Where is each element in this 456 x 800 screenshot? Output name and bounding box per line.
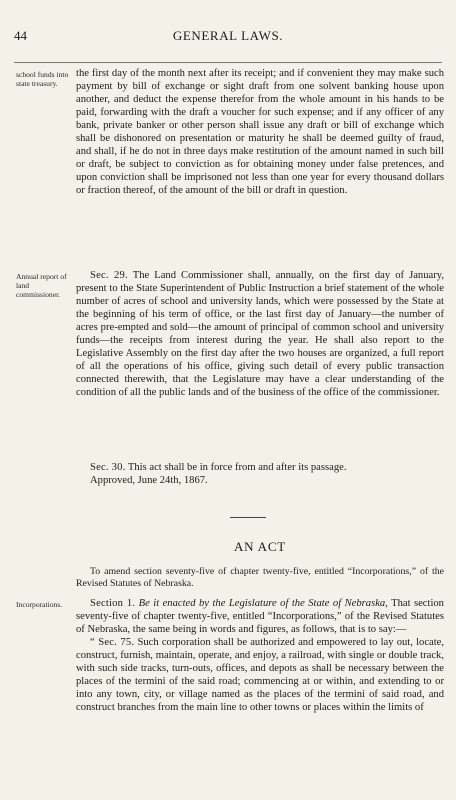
section-75-paragraph xyxy=(76,636,444,714)
margin-note-annual-report: Annual report of land commissioner. xyxy=(16,272,67,299)
section-29 xyxy=(76,269,444,399)
approved-date: Approved, June 24th, 1867. xyxy=(90,475,208,486)
paragraph-continuation xyxy=(76,67,444,197)
section-30-paragraph xyxy=(76,461,444,474)
section-75-label: “ Sec. 75. xyxy=(90,637,135,648)
section-1 xyxy=(76,597,444,714)
section-29-paragraph xyxy=(76,269,444,399)
paragraph-text: the first day of the month next after its receipt; and if convenient they may make such payment by bill of exchange or sight draft from one solvent banking house upon another, and deduct the expense therefor from the whole amount in his hands to be paid, forwarding with the draft a voucher for such expense; and if any officer of any bank, private banker or other person shall issue any draft or bill of exchange which shall be dishonored on presentation or maturity he shall be deemed guilty of fraud, and shall, if he do not in three days make restitution of the amount named in such bill or draft, be subject to conviction as for obtaining money under false pretences, and upon conviction shall be imprisoned not less than one year for every thousand dollars or fraction thereof, of the amount of the bill or draft in question. xyxy=(76,68,444,196)
enacting-clause: Be it enacted by the Legislature of the State of Nebraska, xyxy=(138,598,388,609)
section-1-label: Section 1. xyxy=(90,598,136,609)
section-29-label: Sec. 29. xyxy=(90,270,128,281)
margin-note-incorporations: Incorporations. xyxy=(16,600,63,609)
act-title: AN ACT xyxy=(233,539,287,554)
section-1-text: That section seventy-five of chapter twenty-five, entitled “Incorporations,” of the Revised Statutes of Nebraska, the same being in words and figures, as follows, that is to say:— xyxy=(76,598,444,635)
running-head: GENERAL LAWS. xyxy=(172,28,284,43)
section-30 xyxy=(76,461,444,487)
section-1-paragraph xyxy=(76,597,444,636)
header-rule xyxy=(14,62,442,63)
page-number: 44 xyxy=(14,28,27,43)
page-header xyxy=(14,28,442,44)
section-divider xyxy=(230,517,266,518)
section-30-label: Sec. 30. xyxy=(90,462,126,473)
section-30-text: This act shall be in force from and after its passage. xyxy=(127,462,347,473)
act-description: To amend section seventy-five of chapter twenty-five, entitled “Incorporations,” of the Revised Statutes of Nebraska. xyxy=(76,566,444,589)
section-29-text: The Land Commissioner shall, annually, on the first day of January, present to the State Superintendent of Public Instruction a brief statement of the whole number of acres of school and university lands, which were possessed by the State at the beginning of his term of office, or the last first day of January—the number of acres pre-empted and sold—the amount of principal of common school and university funds—the receipts from interest during the year. He shall also report to the Legislative Assembly on the first day after the two houses are organized, a full report of all the operations of his office, giving such detail of every public transaction connected therewith, that the Legislature may have a clear understanding of the condition of all the public lands and of the business of the office of the commissioner. xyxy=(76,270,444,398)
section-75-text: Such corporation shall be authorized and empowered to lay out, locate, construct, furnish, maintain, operate, and enjoy, a railroad, with single or double track, with such side tracks, turn-outs, offices, and depots as shall be necessary between the places of the termini of the said road; commencing at or within, and extending to or into any town, city, or village named as the places of the termini of said road, and construct branches from the main line to other towns or places within the limits of xyxy=(76,637,445,713)
margin-note-school-funds: school funds into state treasury. xyxy=(16,70,69,88)
